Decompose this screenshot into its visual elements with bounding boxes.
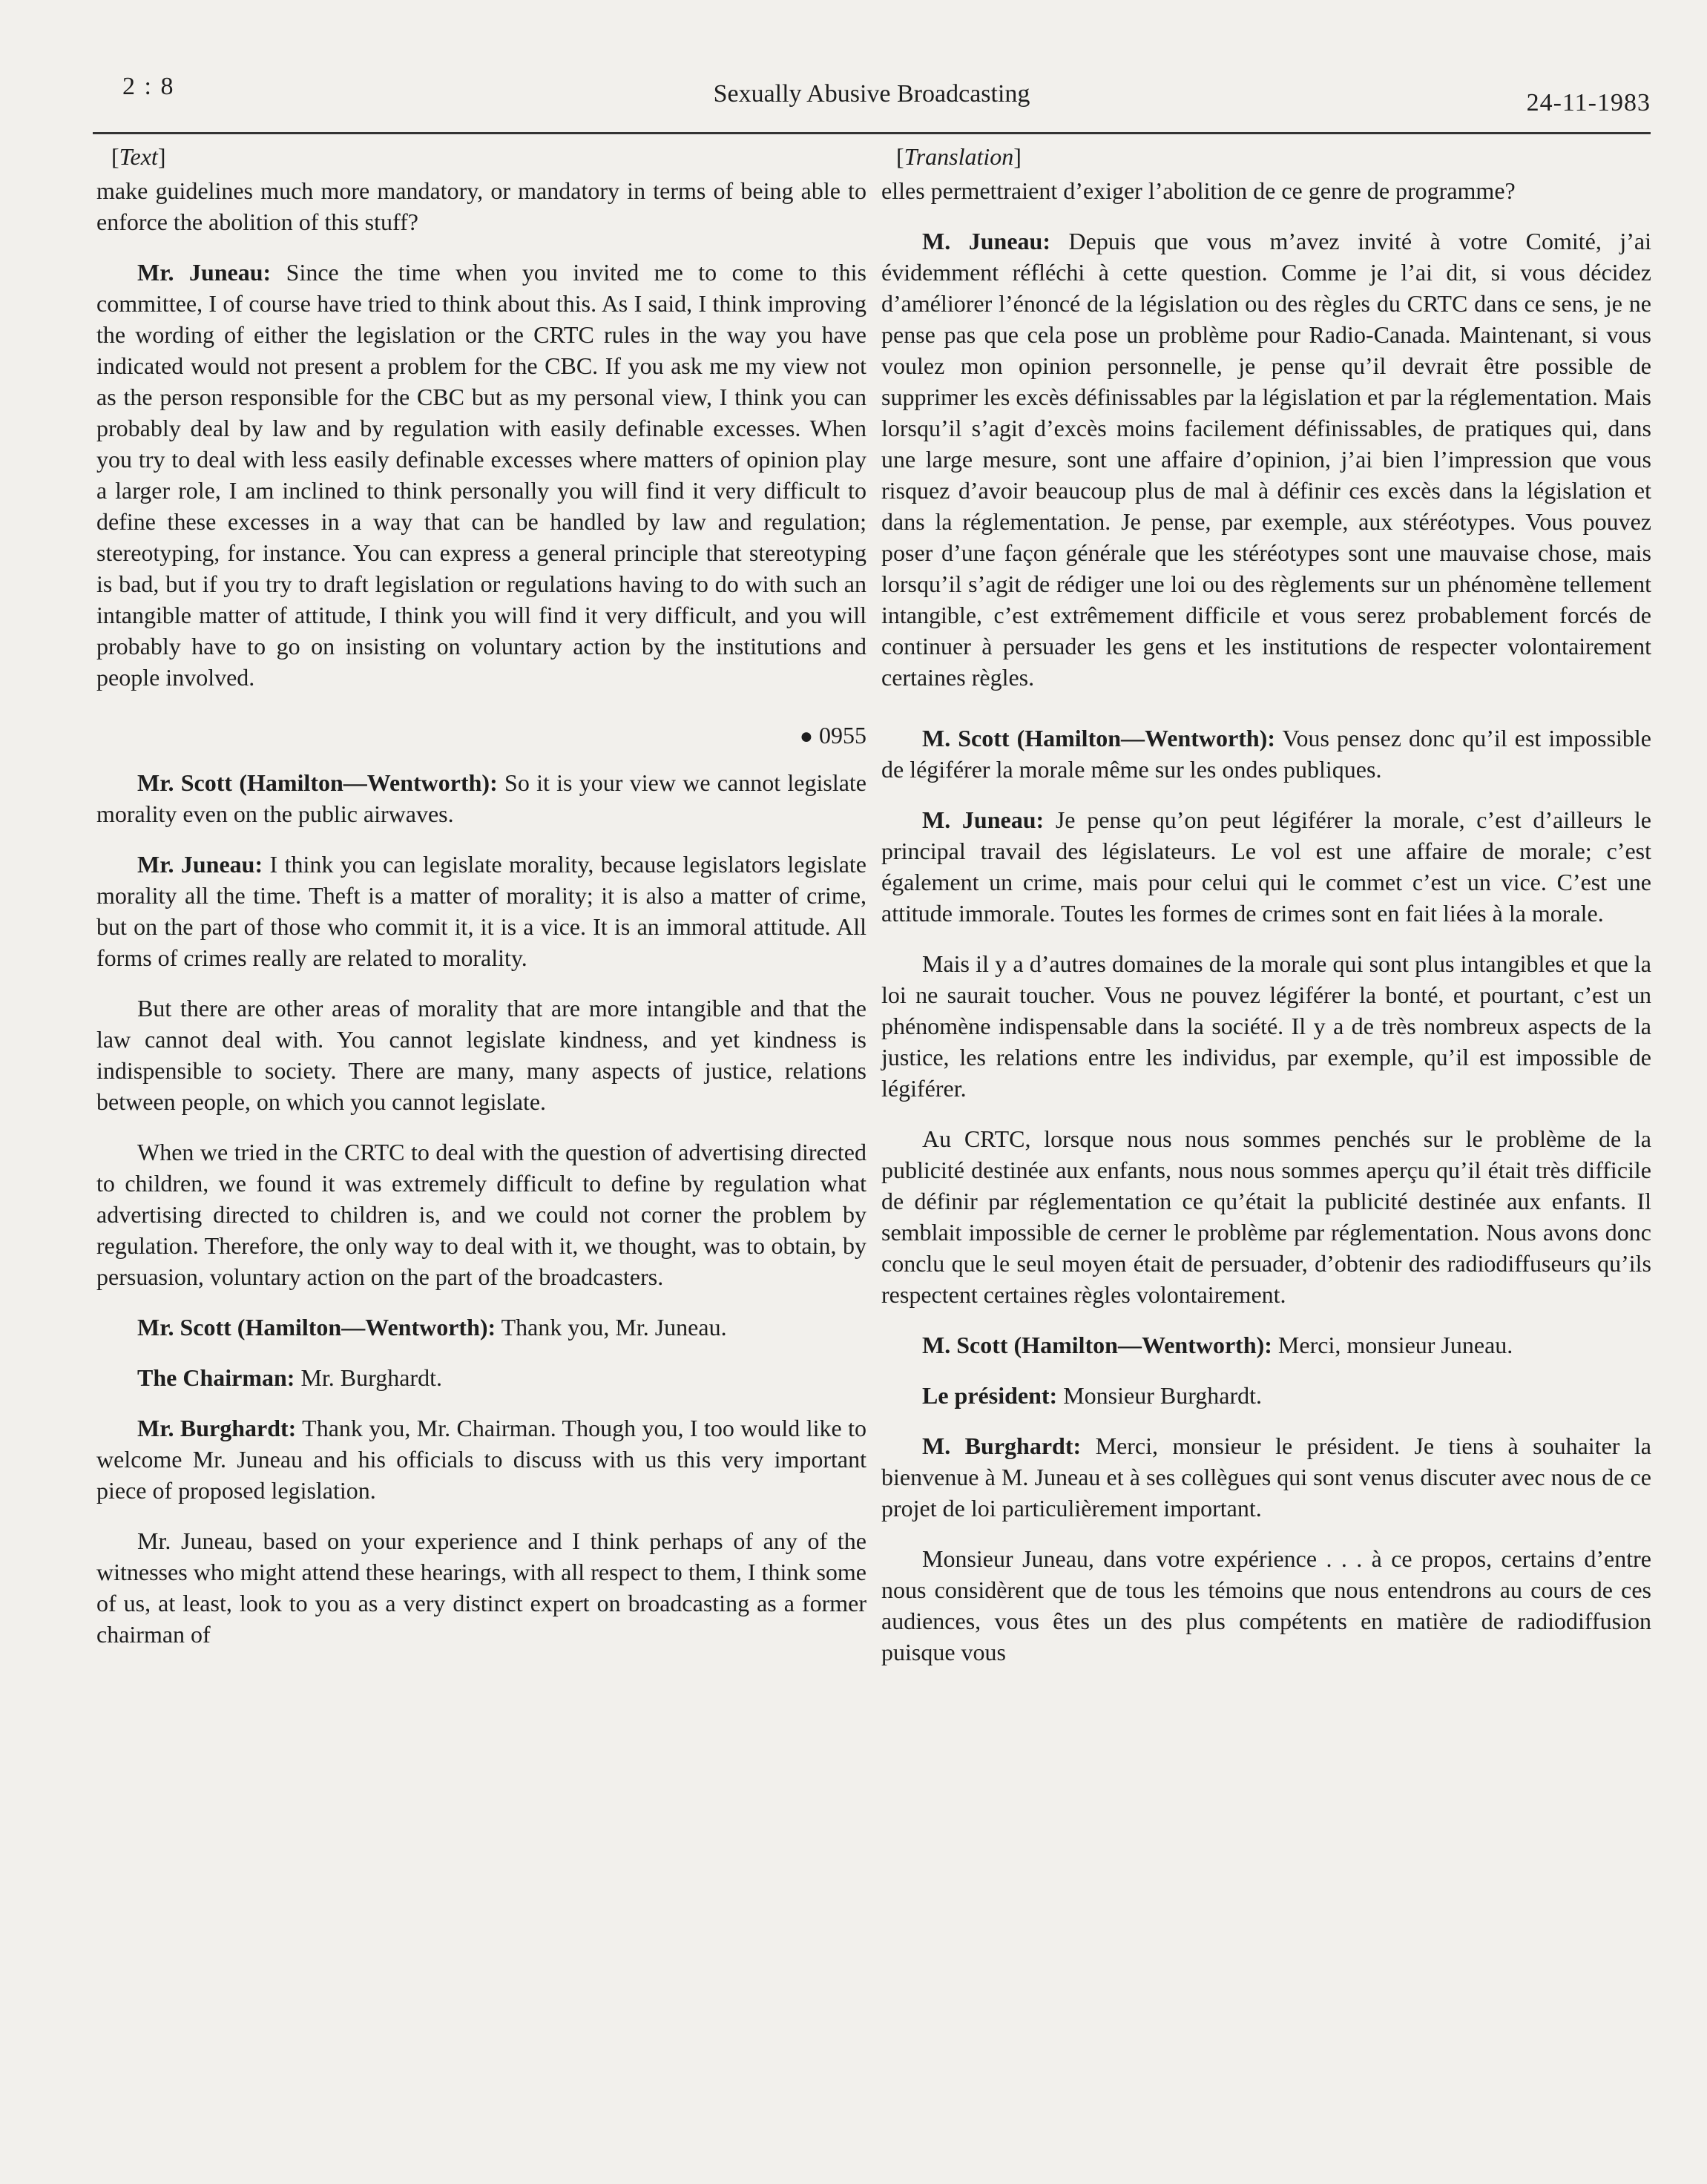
- speech: Mr. Scott (Hamilton—Wentworth): Thank you, Mr. Juneau.: [137, 1314, 727, 1341]
- speech: M. Scott (Hamilton—Wentworth): Vous pensez donc qu’il est impossible de légiférer la morale même sur les ondes publiques.: [881, 725, 1652, 783]
- language-tag: [Translation]: [896, 143, 1022, 170]
- speaker-name: M. Juneau:: [922, 806, 1045, 833]
- speaker-name: M. Burghardt:: [922, 1433, 1082, 1459]
- paragraph: When we tried in the CRTC to deal with the question of advertising directed to children, we found it was extremely difficult to define by regulation what advertising directed to children is, and we could not corner the problem by regulation. Therefore, the only way to deal with it, we thought, was to obtain, by persuasion, voluntary action on the part of the broadcasters.: [96, 1139, 866, 1290]
- time-marker: ● 0955: [799, 722, 866, 749]
- bullet-icon: ●: [799, 724, 813, 749]
- english-column: [96, 141, 866, 1669]
- speaker-name: Mr. Juneau:: [137, 851, 263, 878]
- paragraph: Au CRTC, lorsque nous nous sommes penchés sur le problème de la publicité destinée aux enfants, nous nous sommes aperçu qu’il était très difficile de définir par réglementation ce qu’était la publicité destinée aux enfants. Il semblait impossible de cerner le problème par réglementation. Nous avons donc conclu que le seul moyen était de persuader, d’obtenir des radiodiffuseurs qu’ils respectent certaines règles volontairement.: [881, 1125, 1651, 1308]
- speech: Mr. Scott (Hamilton—Wentworth): So it is your view we cannot legislate morality even on the public airwaves.: [96, 769, 867, 827]
- speech: M. Juneau: Je pense qu’on peut légiférer la morale, c’est d’ailleurs le principal travail des législateurs. Le vol est une affaire de morale; c’est également un crime, mais pour celui qui le commet c’est un vice. C’est une attitude immorale. Toutes les formes de crimes sont en fait liées à la morale.: [881, 806, 1652, 927]
- language-tag: [Text]: [111, 143, 166, 170]
- paragraph: Monsieur Juneau, dans votre expérience . . . à ce propos, certains d’entre nous considèrent que de tous les témoins que nous entendrons au cours de ces audiences, vous êtes un des plus compétents en matière de radiodiffusion puisque vous: [881, 1545, 1651, 1665]
- speech: M. Burghardt: Merci, monsieur le président. Je tiens à souhaiter la bienvenue à M. Juneau et à ses collègues qui sont venus discuter avec nous de ce projet de loi particulièrement important.: [881, 1433, 1652, 1522]
- french-column: [881, 141, 1651, 1687]
- speech: M. Scott (Hamilton—Wentworth): Merci, monsieur Juneau.: [922, 1332, 1513, 1358]
- speaker-name: M. Scott (Hamilton—Wentworth):: [922, 725, 1275, 751]
- speech: Mr. Juneau: Since the time when you invited me to come to this committee, I of course have tried to think about this. As I said, I think improving the wording of either the legislation or the CRTC rules in the way you have indicated would not present a problem for the CBC. If you ask me my view not as the person responsible for the CBC but as my personal view, I think you can probably deal by law and by regulation with easily definable excesses. When you try to deal with less easily definable excesses where matters of opinion play a larger role, I am inclined to think personally you will find it very difficult to define these excesses in a way that can be handled by law and regulation; stereotyping, for instance. You can express a general principle that stereotyping is bad, but if you try to draft legislation or regulations having to do with such an intangible matter of attitude, I think you will find it very difficult, and you will probably have to go on insisting on voluntary action by the institutions and people involved.: [96, 259, 866, 691]
- page-number: 2 : 8: [122, 73, 175, 100]
- speaker-name: Mr. Burghardt:: [137, 1415, 297, 1441]
- speaker-name: Mr. Scott (Hamilton—Wentworth):: [137, 1314, 496, 1341]
- sitting-date: 24-11-1983: [1526, 89, 1651, 116]
- paragraph: Mr. Juneau, based on your experience and I think perhaps of any of the witnesses who might attend these hearings, with all respect to them, I think some of us, at least, look to you as a very distinct expert on broadcasting as a former chairman of: [96, 1527, 866, 1648]
- paragraph: make guidelines much more mandatory, or mandatory in terms of being able to enforce the abolition of this stuff?: [96, 177, 866, 235]
- paragraph: elles permettraient d’exiger l’abolition de ce genre de programme?: [881, 177, 1516, 204]
- page-header: [93, 73, 1651, 134]
- speaker-name: The Chairman:: [137, 1364, 295, 1391]
- speaker-name: M. Scott (Hamilton—Wentworth):: [922, 1332, 1272, 1358]
- speaker-name: Le président:: [922, 1382, 1058, 1409]
- speech: M. Juneau: Depuis que vous m’avez invité à votre Comité, j’ai évidemment réfléchi à cette question. Comme je l’ai dit, si vous décidez d’améliorer l’énoncé de la législation ou des règles du CRTC dans ce sens, je ne pense pas que cela pose un problème pour Radio-Canada. Maintenant, si vous voulez mon opinion personnelle, je pense qu’il devrait être possible de supprimer les excès définissables par la législation et par la réglementation. Mais lorsqu’il s’agit d’excès moins facilement définissables, de pratiques qui, dans une large mesure, sont une affaire d’opinion, j’ai bien l’impression que vous risquez d’avoir beaucoup plus de mal à définir ces excès dans la législation et dans la réglementation. Je pense, par exemple, aux stéréotypes. Vous pouvez poser d’une façon générale que les stéréotypes sont une mauvaise chose, mais lorsqu’il s’agit de rédiger une loi ou des règlements sur un phénomène tellement intangible, c’est extrêmement difficile et vous serez probablement forcés de continuer à persuader les gens et les institutions de respecter volontairement certaines règles.: [881, 228, 1652, 691]
- speaker-name: M. Juneau:: [922, 228, 1050, 254]
- speech: Le président: Monsieur Burghardt.: [922, 1382, 1263, 1409]
- speech: Mr. Juneau: I think you can legislate morality, because legislators legislate morality all the time. Theft is a matter of morality; it is also a matter of crime, but on the part of those who commit it, it is a vice. It is an immoral attitude. All forms of crimes really are related to morality.: [96, 851, 867, 971]
- speaker-name: Mr. Juneau:: [137, 259, 272, 286]
- speaker-name: Mr. Scott (Hamilton—Wentworth):: [137, 769, 498, 796]
- paragraph: But there are other areas of morality that are more intangible and that the law cannot deal with. You cannot legislate kindness, and yet kindness is indispensible to society. There are many, many aspects of justice, relations between people, on which you cannot legislate.: [96, 995, 866, 1115]
- paragraph: Mais il y a d’autres domaines de la morale qui sont plus intangibles et que la loi ne saurait toucher. Vous ne pouvez légiférer la bonté, et pourtant, c’est un phénomène indispensable dans la société. Il y a de très nombreux aspects de la justice, les relations entre les individus, par exemple, qu’il est impossible de légiférer.: [881, 950, 1651, 1102]
- speech: The Chairman: Mr. Burghardt.: [137, 1364, 442, 1391]
- speech: Mr. Burghardt: Thank you, Mr. Chairman. Though you, I too would like to welcome Mr. Juneau and his officials to discuss with us this very important piece of proposed legislation.: [96, 1415, 867, 1504]
- running-title: Sexually Abusive Broadcasting: [713, 80, 1030, 108]
